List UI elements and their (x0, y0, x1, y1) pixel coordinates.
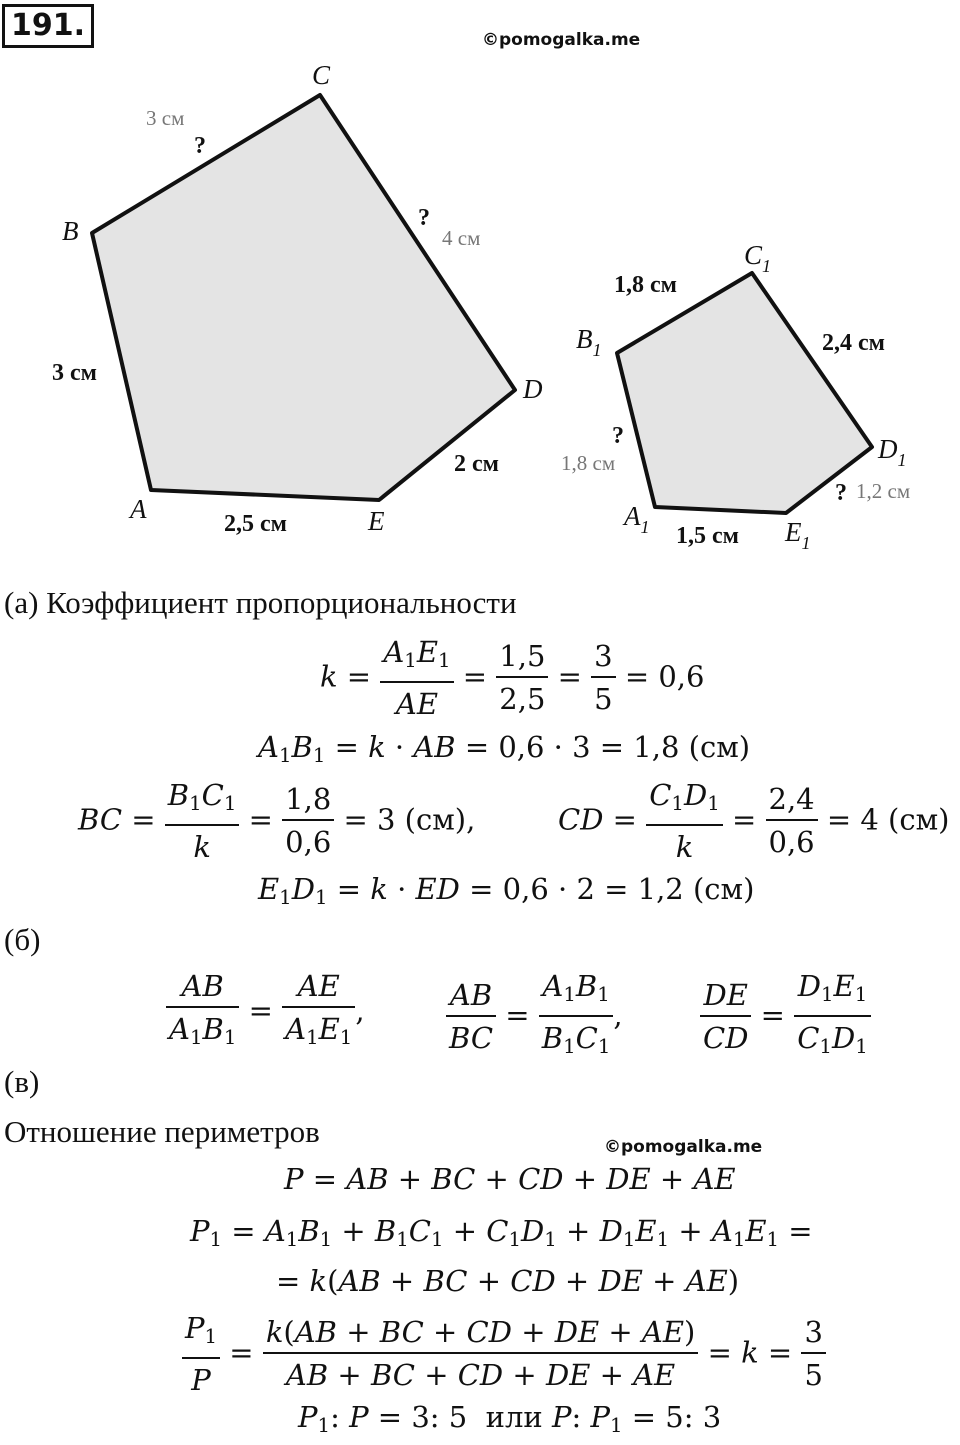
vertex-c: C (312, 60, 331, 90)
ratio-1: $\frac{AB}{A_1B_1}$ = $\frac{AE}{A_1E_1}$ , (166, 966, 365, 1059)
vertex-e: E (368, 506, 385, 536)
ratio-3: $\frac{DE}{CD}$ = $\frac{D_1E_1}{C_1D_1}$ (700, 966, 871, 1068)
side-ae: 2,5 см (224, 511, 287, 537)
polygons-figure (0, 52, 960, 572)
vertex-b1: $B_1$ (576, 324, 602, 360)
side-a1b1-question: ? (612, 423, 624, 449)
formula-bc: BC = $\frac{B_1C_1}{k}$ = $\frac{1,8}{0,6}$ = 3 (см), (78, 775, 475, 868)
part-b-heading: (б) (4, 922, 41, 957)
formula-p1-k: = k(AB + BC + CD + DE + AE) (276, 1264, 740, 1298)
formula-p1: $P_1 = A_1B_1 + B_1C_1 + C_1D_1 + D_1E_1 + A_1E_1$ = (190, 1214, 813, 1251)
formula-e1d1: $E_1D_1 = k$ · ED = 0,6 · 2 = 1,2 (см) (258, 872, 755, 909)
formula-final: $P_1$: P = 3: 5 или P: $P_1 = 5$: 3 (298, 1400, 722, 1437)
ratio-2: $\frac{AB}{BC}$ = $\frac{A_1B_1}{B_1C_1}$ , (446, 966, 623, 1068)
part-v-subheading: Отношение периметров (4, 1114, 320, 1149)
formula-a1b1: $A_1B_1 = k$ · AB = 0,6 · 3 = 1,8 (см) (258, 730, 751, 767)
side-d1e1-given: 1,2 см (856, 479, 911, 503)
side-bc-question: ? (194, 133, 206, 159)
vertex-d1: $D_1$ (878, 434, 907, 470)
side-de: 2 см (454, 451, 499, 477)
vertex-a: A (130, 494, 147, 524)
formula-k: k = $\frac{A_1E_1}{AE}$ = $\frac{1,5}{2,5}$ = $\frac{3}{5}$ = 0,6 (320, 632, 704, 725)
side-cd-given: 4 см (442, 226, 481, 250)
side-d1e1-question: ? (835, 480, 847, 506)
big-pentagon (92, 95, 515, 500)
problem-number: 191. (2, 4, 94, 48)
vertex-b: B (62, 216, 79, 246)
part-v-heading: (в) (4, 1064, 40, 1099)
vertex-c1: $C_1$ (744, 240, 772, 276)
side-bc-given: 3 см (146, 106, 185, 130)
formula-cd: CD = $\frac{C_1D_1}{k}$ = $\frac{2,4}{0,6}$ = 4 (см) (558, 775, 949, 868)
part-a-heading: (а) Коэффициент пропорциональности (4, 585, 517, 620)
side-cd-question: ? (418, 205, 430, 231)
formula-p: P = AB + BC + CD + DE + AE (284, 1162, 736, 1196)
watermark-2: ©pomogalka.me (604, 1137, 763, 1157)
vertex-d: D (523, 374, 543, 404)
watermark: ©pomogalka.me (482, 30, 641, 50)
side-ab: 3 см (52, 360, 97, 386)
side-c1d1: 2,4 см (822, 330, 885, 356)
side-a1b1-given: 1,8 см (561, 451, 616, 475)
formula-ratio-perimeters: $\frac{P_1}{P}$ = $\frac{k(AB + BC + CD + DE + AE)}{AB + BC + CD + DE + AE}$ = k = $\frac{3}{5}$ (182, 1308, 826, 1401)
small-pentagon (617, 273, 872, 513)
vertex-e1: $E_1$ (785, 517, 811, 553)
vertex-a1: $A_1$ (624, 501, 650, 537)
side-a1e1: 1,5 см (676, 523, 739, 549)
side-b1c1: 1,8 см (614, 272, 677, 298)
